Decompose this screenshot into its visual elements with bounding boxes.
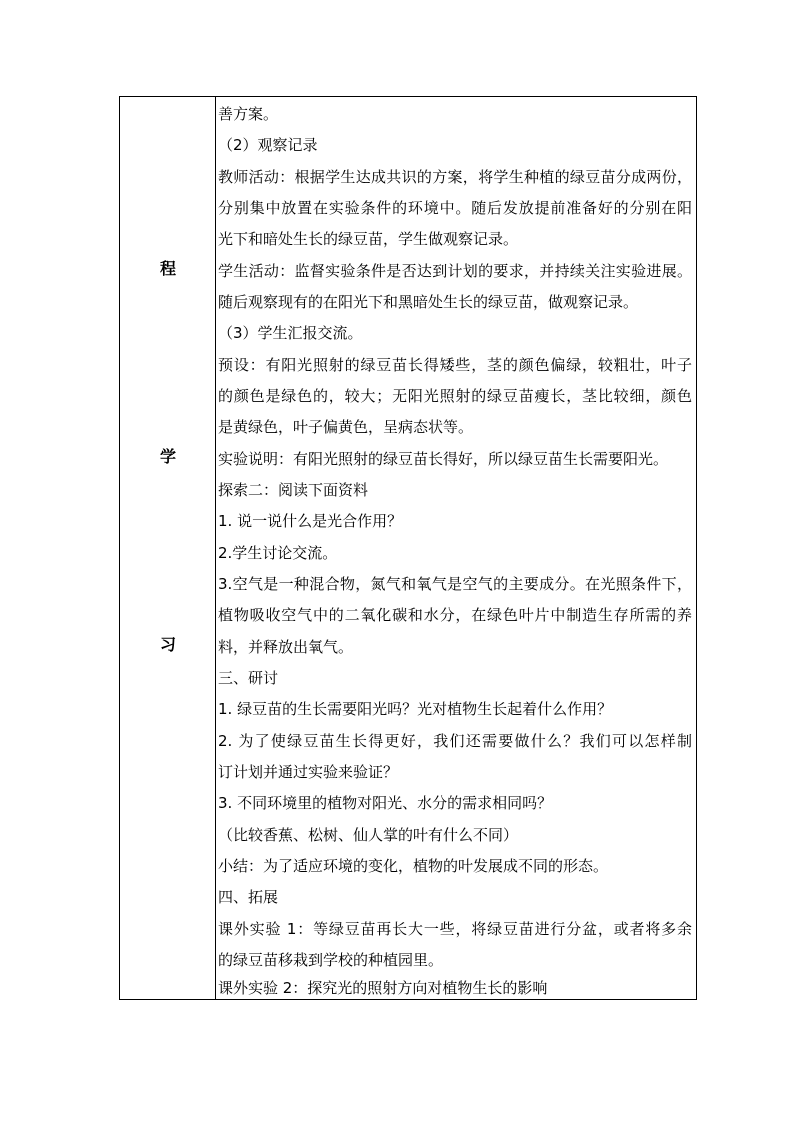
text-line: 学生活动：监督实验条件是否达到计划的要求，并持续关注实验进展。 xyxy=(218,262,692,280)
text-line: 四、拓展 xyxy=(218,888,279,906)
text-line: 课外实验 2：探究光的照射方向对植物生长的影响 xyxy=(218,979,548,997)
section-label-column xyxy=(120,97,216,999)
content-column xyxy=(216,97,696,999)
text-line: 实验说明：有阳光照射的绿豆苗长得好，所以绿豆苗生长需要阳光。 xyxy=(218,450,669,468)
text-line: 三、研讨 xyxy=(218,669,279,687)
lesson-table xyxy=(119,96,697,1000)
text-line: 1. 说一说什么是光合作用？ xyxy=(218,512,403,530)
text-line: （比较香蕉、松树、仙人掌的叶有什么不同） xyxy=(218,826,519,844)
text-line: 课外实验 1：等绿豆苗再长大一些，将绿豆苗进行分盆，或者将多余 xyxy=(218,920,692,938)
label-xi: 习 xyxy=(159,635,176,654)
text-line: 随后观察现有的在阳光下和黑暗处生长的绿豆苗，做观察记录。 xyxy=(218,293,639,311)
text-line: 植物吸收空气中的二氧化碳和水分，在绿色叶片中制造生存所需的养 xyxy=(218,606,692,624)
text-line: 善方案。 xyxy=(218,105,279,123)
text-line: 光下和暗处生长的绿豆苗，学生做观察记录。 xyxy=(218,230,519,248)
text-line: 3.空气是一种混合物，氮气和氧气是空气的主要成分。在光照条件下， xyxy=(218,575,692,593)
text-line: 小结：为了适应环境的变化，植物的叶发展成不同的形态。 xyxy=(218,857,609,875)
text-line: 预设：有阳光照射的绿豆苗长得矮些，茎的颜色偏绿，较粗壮，叶子 xyxy=(218,356,692,374)
text-line: 3. 不同环境里的植物对阳光、水分的需求相同吗？ xyxy=(218,794,553,812)
text-line: 2. 为了使绿豆苗生长得更好，我们还需要做什么？我们可以怎样制 xyxy=(218,732,692,750)
text-line: 分别集中放置在实验条件的环境中。随后发放提前准备好的分别在阳 xyxy=(218,199,692,217)
text-line: 料，并释放出氧气。 xyxy=(218,638,354,656)
text-line: 的颜色是绿色的，较大；无阳光照射的绿豆苗瘦长，茎比较细，颜色 xyxy=(218,387,692,405)
label-cheng: 程 xyxy=(159,259,176,278)
text-line: 1. 绿豆苗的生长需要阳光吗？光对植物生长起着什么作用？ xyxy=(218,700,613,718)
text-line: 探索二：阅读下面资料 xyxy=(218,481,369,499)
label-xue: 学 xyxy=(159,447,176,466)
text-line: （2）观察记录 xyxy=(218,136,318,154)
text-line: 是黄绿色，叶子偏黄色，呈病态状等。 xyxy=(218,418,474,436)
text-line: 订计划并通过实验来验证？ xyxy=(218,763,399,781)
text-line: （3）学生汇报交流。 xyxy=(218,324,363,342)
text-line: 的绿豆苗移栽到学校的种植园里。 xyxy=(218,951,444,969)
text-line: 教师活动：根据学生达成共识的方案，将学生种植的绿豆苗分成两份， xyxy=(218,168,692,186)
text-line: 2.学生讨论交流。 xyxy=(218,544,338,562)
